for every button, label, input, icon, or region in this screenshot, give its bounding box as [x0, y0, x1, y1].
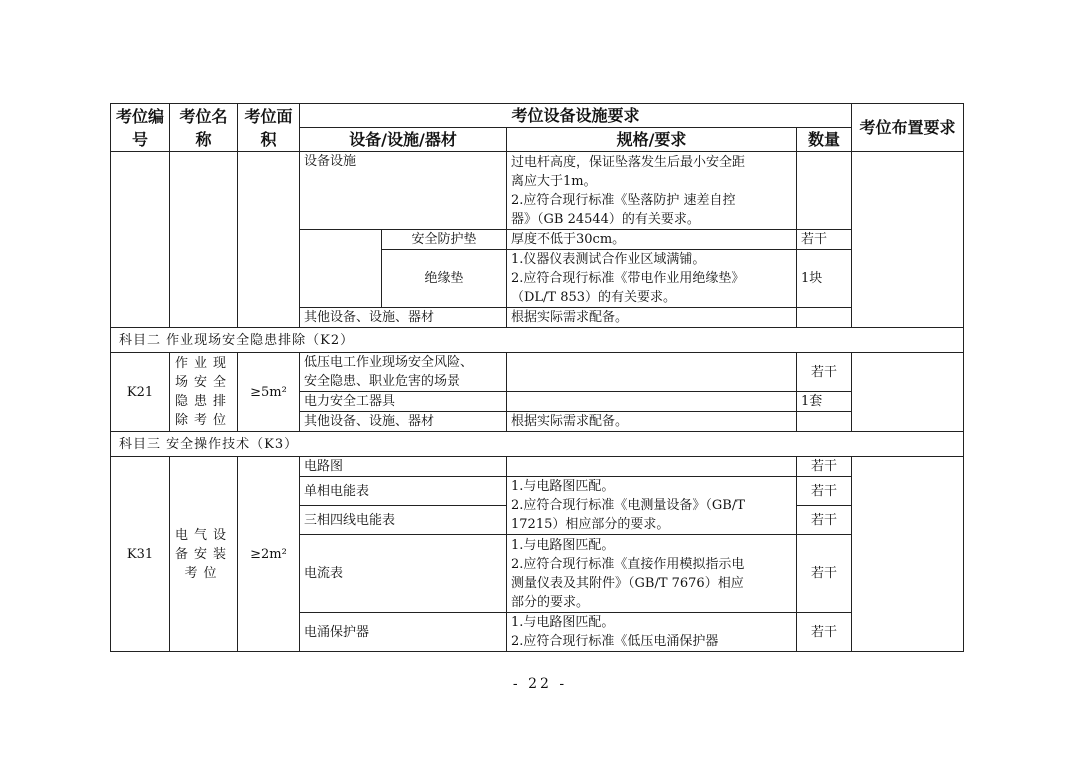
spec-line: 1.与电路图匹配。: [511, 537, 615, 553]
spec-risk-scenario: [507, 353, 797, 392]
name-line: 场安全: [174, 375, 232, 390]
spec-safety-tools: [507, 392, 797, 412]
spec-line: 2.应符合现行标准《坠落防护 速差自控: [511, 192, 736, 208]
spec-insulating-mat: [507, 250, 797, 308]
item-single-phase-meter-text: 单相电能表: [304, 483, 370, 499]
item-safety-pad: [382, 230, 507, 250]
qty-single-phase-meter-text: 若干: [811, 483, 838, 499]
spec-other-equipment: [507, 308, 797, 328]
header-position-name: [170, 104, 238, 152]
item-k2-other-equipment: [300, 412, 507, 432]
cont-id-cell: [111, 152, 170, 328]
name-line: 隐患排: [174, 394, 232, 409]
item-circuit-diagram: [300, 457, 507, 477]
item-three-phase-meter-text: 三相四线电能表: [304, 512, 396, 528]
k21-id: [111, 353, 170, 432]
spec-line: 测量仪表及其附件》（GB/T 7676）相应: [511, 575, 744, 591]
spec-line: （DL/T 853）的有关要求。: [511, 290, 677, 305]
k31-name: [170, 457, 238, 652]
item-line: 安全隐患、职业危害的场景: [304, 374, 461, 389]
spec-ammeter: [507, 535, 797, 613]
cont-equipment-group-text: 设备设施: [304, 154, 357, 169]
item-insulating-mat: [382, 250, 507, 308]
cont-sub-blank: [300, 230, 382, 308]
item-insulating-mat-text: 绝缘垫: [424, 271, 464, 286]
item-ammeter-text: 电流表: [304, 566, 344, 581]
k31-area-text: ≥2m²: [250, 546, 287, 562]
item-other-equipment-text: 其他设备、设施、器材: [304, 310, 435, 325]
qty-single-phase-meter: [797, 477, 852, 506]
spec-line: 1.与电路图匹配。: [511, 479, 615, 494]
header-quantity-text: 数量: [808, 130, 841, 149]
spec-line: 1.仪器仪表测试合作业区域满铺。: [511, 252, 706, 267]
spec-other-equipment-text: 根据实际需求配备。: [511, 310, 629, 325]
qty-surge-protector-text: 若干: [811, 624, 838, 640]
qty-risk-scenario: [797, 353, 852, 392]
qty-circuit-diagram: [797, 457, 852, 477]
header-position-area-text: 考位面积: [244, 106, 293, 149]
qty-circuit-diagram-text: 若干: [811, 459, 838, 474]
spec-line: 2.应符合现行标准《电测量设备》（GB/T: [511, 498, 745, 513]
header-equipment-requirements: [300, 104, 852, 128]
k31-id-text: K31: [126, 546, 154, 562]
item-surge-protector: [300, 613, 507, 652]
item-k2-other-equipment-text: 其他设备、设施、器材: [304, 414, 435, 429]
k21-name: [170, 353, 238, 432]
name-line: 考位: [184, 565, 223, 581]
item-other-equipment: [300, 308, 507, 328]
cont-name-cell: [170, 152, 238, 328]
item-safety-pad-text: 安全防护垫: [411, 232, 477, 247]
section-k2-title-text: 科目二 作业现场安全隐患排除（K2）: [119, 332, 355, 348]
qty-safety-tools-text: 1套: [801, 394, 823, 409]
spec-line: 离应大于1m。: [511, 173, 597, 189]
spec-safety-pad: [507, 230, 797, 250]
spec-line: 2.应符合现行标准《带电作业用绝缘垫》: [511, 271, 745, 286]
section-k3-title: [111, 432, 964, 457]
name-line: 除考位: [174, 413, 232, 428]
spec-line: 器》（GB 24544）的有关要求。: [511, 211, 700, 227]
header-layout-requirements: [852, 104, 964, 152]
header-equipment-text: 设备/设施/器材: [349, 130, 457, 149]
header-spec-text: 规格/要求: [616, 130, 687, 149]
spec-line: 1.与电路图匹配。: [511, 615, 615, 630]
item-safety-tools: [300, 392, 507, 412]
k31-layout: [852, 457, 964, 652]
spec-line: 2.应符合现行标准《直接作用模拟指示电: [511, 556, 745, 572]
k31-area: [238, 457, 300, 652]
item-ammeter: [300, 535, 507, 613]
header-equipment-requirements-text: 考位设备设施要求: [511, 106, 640, 125]
spec-circuit-diagram: [507, 457, 797, 477]
name-line: 作业现: [174, 356, 232, 371]
qty-safety-pad-text: 若干: [801, 232, 828, 247]
header-position-name-text: 考位名称: [179, 106, 228, 149]
qty-ammeter-text: 若干: [811, 566, 838, 581]
cont-layout-cell: [852, 152, 964, 328]
qty-safety-tools: [797, 392, 852, 412]
cont-qty-empty: [797, 152, 852, 230]
header-position-id: [111, 104, 170, 152]
item-safety-tools-text: 电力安全工器具: [304, 394, 396, 409]
header-quantity: [797, 128, 852, 152]
page-number: - 22 -: [512, 676, 568, 692]
spec-line: 2.应符合现行标准《低压电涌保护器: [511, 634, 719, 649]
item-circuit-diagram-text: 电路图: [304, 459, 344, 474]
qty-risk-scenario-text: 若干: [811, 364, 838, 380]
qty-insulating-mat: [797, 250, 852, 308]
section-k2-title: [111, 328, 964, 353]
header-equipment: [300, 128, 507, 152]
qty-surge-protector: [797, 613, 852, 652]
spec-safety-pad-text: 厚度不低于30cm。: [511, 232, 626, 247]
k21-area-text: ≥5m²: [250, 384, 287, 400]
name-line: 电气设: [174, 527, 232, 543]
cont-equipment-group: [300, 152, 507, 230]
spec-line: 部分的要求。: [511, 594, 590, 610]
qty-other-equipment: [797, 308, 852, 328]
qty-three-phase-meter: [797, 506, 852, 535]
spec-k2-other-equipment: [507, 412, 797, 432]
item-risk-scenario: [300, 353, 507, 392]
item-three-phase-meter: [300, 506, 507, 535]
qty-k2-other-equipment: [797, 412, 852, 432]
header-position-id-text: 考位编号: [115, 106, 164, 149]
spec-surge-protector: [507, 613, 797, 652]
spec-line: 17215）相应部分的要求。: [511, 517, 670, 532]
k31-id: [111, 457, 170, 652]
cont-spec-fall-device: [507, 152, 797, 230]
section-k3-title-text: 科目三 安全操作技术（K3）: [119, 436, 299, 452]
k21-area: [238, 353, 300, 432]
header-position-area: [238, 104, 300, 152]
header-spec: [507, 128, 797, 152]
spec-energy-meters: [507, 477, 797, 535]
qty-three-phase-meter-text: 若干: [811, 512, 838, 528]
qty-ammeter: [797, 535, 852, 613]
spec-line: 过电杆高度，保证坠落发生后最小安全距: [511, 154, 746, 170]
qty-safety-pad: [797, 230, 852, 250]
header-layout-requirements-text: 考位布置要求: [859, 118, 956, 137]
cont-area-cell: [238, 152, 300, 328]
k21-id-text: K21: [126, 384, 154, 400]
equipment-requirements-table: [110, 103, 964, 652]
k21-layout: [852, 353, 964, 432]
qty-insulating-mat-text: 1块: [801, 271, 823, 286]
spec-k2-other-equipment-text: 根据实际需求配备。: [511, 414, 629, 429]
item-single-phase-meter: [300, 477, 507, 506]
item-surge-protector-text: 电涌保护器: [304, 624, 370, 640]
item-line: 低压电工作业现场安全风险、: [304, 355, 474, 370]
name-line: 备安装: [174, 546, 232, 562]
